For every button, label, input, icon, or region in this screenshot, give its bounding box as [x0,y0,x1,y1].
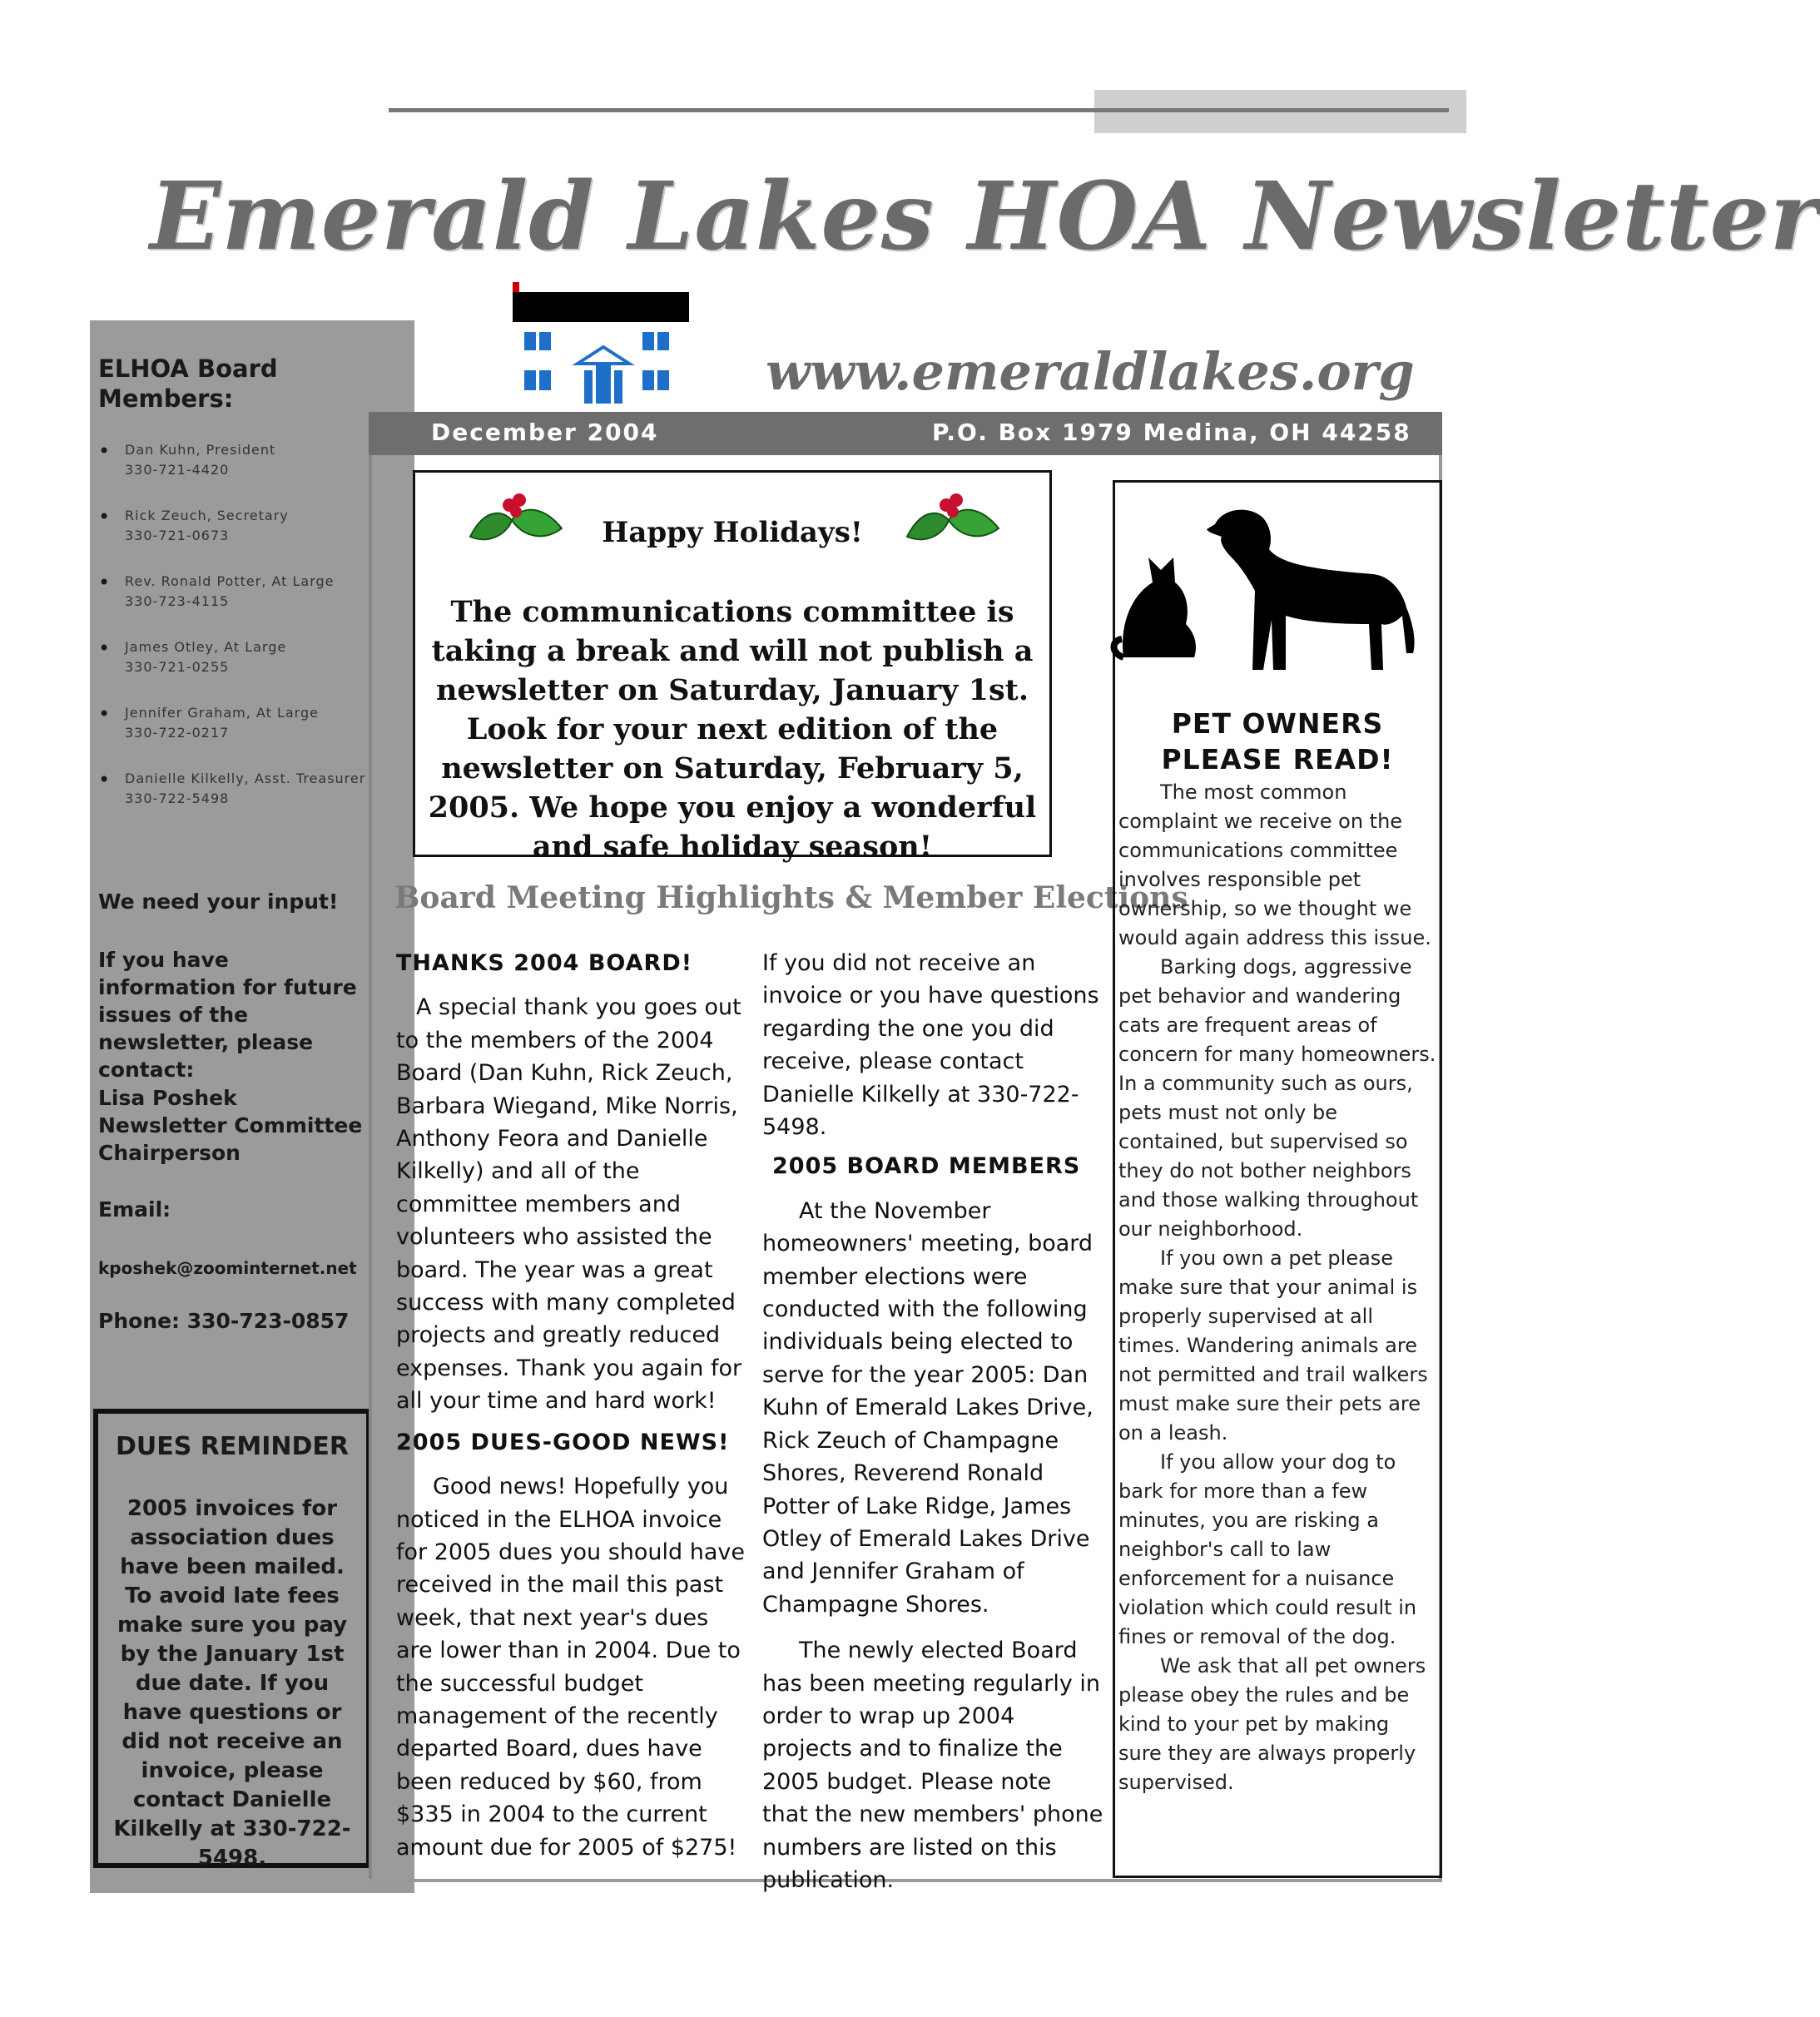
board-members-heading: ELHOA Board Members: [98,354,278,413]
input-text: If you have information for future issues of the newsletter, please contact: [98,948,357,1082]
email-label: Email: [98,1197,171,1222]
member-name: • Jennifer Graham, At Large [125,705,319,721]
member-phone: 330-721-0255 [125,659,230,675]
pet-owners-title: PET OWNERS PLEASE READ! [1161,707,1394,776]
list-item [98,439,373,505]
article-column-1 [396,947,749,1864]
cat-and-dog-icon [1115,499,1440,682]
article-paragraph: At the November homeowners' meeting, board member elections were conducted with the following individuals being elected to serve for the year 2005: Dan Kuhn of Emerald Lakes Drive, Rick Zeuch of Champagne Shores, Reverend Ronald Potter of Lake Ridge, James Otley of Emerald Lakes Drive and Jennifer Graham of Champagne Shores. [762,1197,1093,1618]
member-phone: 330-722-5498 [125,790,230,806]
issue-date: December 2004 [431,419,659,446]
member-phone: 330-723-4115 [125,593,230,609]
article-paragraph: If you did not receive an invoice or you have questions regarding the one you did receive, please contact Danielle Kilkelly at 330-722-5498. [762,950,1099,1141]
article-paragraph: A special thank you goes out to the members of the 2004 Board (Dan Kuhn, Rick Zeuch, Barbara Wiegand, Mike Norris, Anthony Feora and Danielle Kilkelly) and all of the committee members and volunteers who assisted the board. The year was a great success with many completed projects and greatly reduced expenses. Thank you again for all your time and hard work! [396,994,742,1415]
article-paragraph: We ask that all pet owners please obey the rules and be kind to your pet by making sure they are always properly supervised. [1118,1654,1426,1794]
mailing-address: P.O. Box 1979 Medina, OH 44258 [932,419,1411,446]
article-paragraph: Good news! Hopefully you noticed in the ELHOA invoice for 2005 dues you should have received in the mail this past week, that next year's dues are lower than in 2004. Due to the successful budget management of the recently departed Board, dues have been reduced by $60, from $335 in 2004 to the current amount due for 2005 of $275! [396,1474,745,1861]
article-paragraph: If you allow your dog to bark for more than a few minutes, you are risking a neighbor's call to law enforcement for a nuisance violation which could result in fines or removal of the dog. [1118,1450,1417,1648]
member-phone: 330-721-0673 [125,528,230,543]
website-url[interactable]: www.emeraldlakes.org [766,341,1415,402]
dues-reminder-box [93,1409,371,1871]
member-name: • Dan Kuhn, President [125,442,276,458]
content-border-left [369,455,372,1882]
member-name: • Danielle Kilkelly, Asst. Treasurer [125,771,366,786]
dues-reminder-title: DUES REMINDER [115,1432,350,1461]
member-name: • James Otley, At Large [125,639,287,655]
newsletter-title: Emerald Lakes HOA Newsletter [150,162,1820,271]
member-name: • Rick Zeuch, Secretary [125,508,289,523]
list-item [98,768,373,834]
holiday-message: The communications committee is taking a break and will not publish a newsletter on Saturday, January 1st. Look for your next edition of the newsletter on Saturday, February 5, 2005. We hope you enjoy a wonderful and safe holiday season! [428,595,1037,864]
article-subheading: THANKS 2004 BOARD! [396,950,693,976]
article-paragraph: If you own a pet please make sure that your animal is properly supervised at all times. Wandering animals are not permitted and trail walkers must make sure their pets are on a leash. [1118,1246,1428,1445]
article-paragraph: The most common complaint we receive on the communications committee involves responsible pet ownership, so we thought we would again address this issue. [1118,781,1431,949]
contact-phone: Phone: 330-723-0857 [98,1309,350,1333]
article-column-2 [762,947,1103,1896]
list-item [98,505,373,571]
input-heading: We need your input! [98,890,339,914]
list-item [98,637,373,702]
contact-title: Newsletter Committee Chairperson [98,1113,363,1165]
article-paragraph: Barking dogs, aggressive pet behavior and wandering cats are frequent areas of concern for many homeowners. In a community such as ours, pets must not only be contained, but supervised so they do not bother neighbors and those walking throughout our neighborhood. [1118,955,1436,1241]
article-subheading: 2005 BOARD MEMBERS [772,1153,1081,1180]
pet-owners-text [1118,778,1436,1797]
house-icon [509,277,692,410]
contact-email[interactable]: kposhek@zoominternet.net [98,1258,357,1278]
member-name: • Rev. Ronald Potter, At Large [125,573,335,589]
list-item [98,702,373,768]
board-members-list [98,439,373,834]
holiday-title: Happy Holidays! [602,516,863,549]
dues-reminder-text: 2005 invoices for association dues have been mailed. To avoid late fees make sure you pay by the January 1st due date. If you have questions or did not receive an invoice, please contact Danielle Kilkelly at 330-722-5498. [113,1496,351,1871]
contact-name: Lisa Poshek [98,1086,237,1110]
member-phone: 330-721-4420 [125,462,230,478]
article-paragraph: The newly elected Board has been meeting regularly in order to wrap up 2004 projects and to finalize the 2005 budget. Please note that the new members' phone numbers are listed on this publication. [762,1638,1103,1893]
list-item [98,571,373,637]
member-phone: 330-722-0217 [125,725,230,741]
header-rule [389,108,1449,112]
article-subheading: 2005 DUES-GOOD NEWS! [396,1429,730,1455]
section-heading: Board Meeting Highlights & Member Elections [394,880,1188,915]
